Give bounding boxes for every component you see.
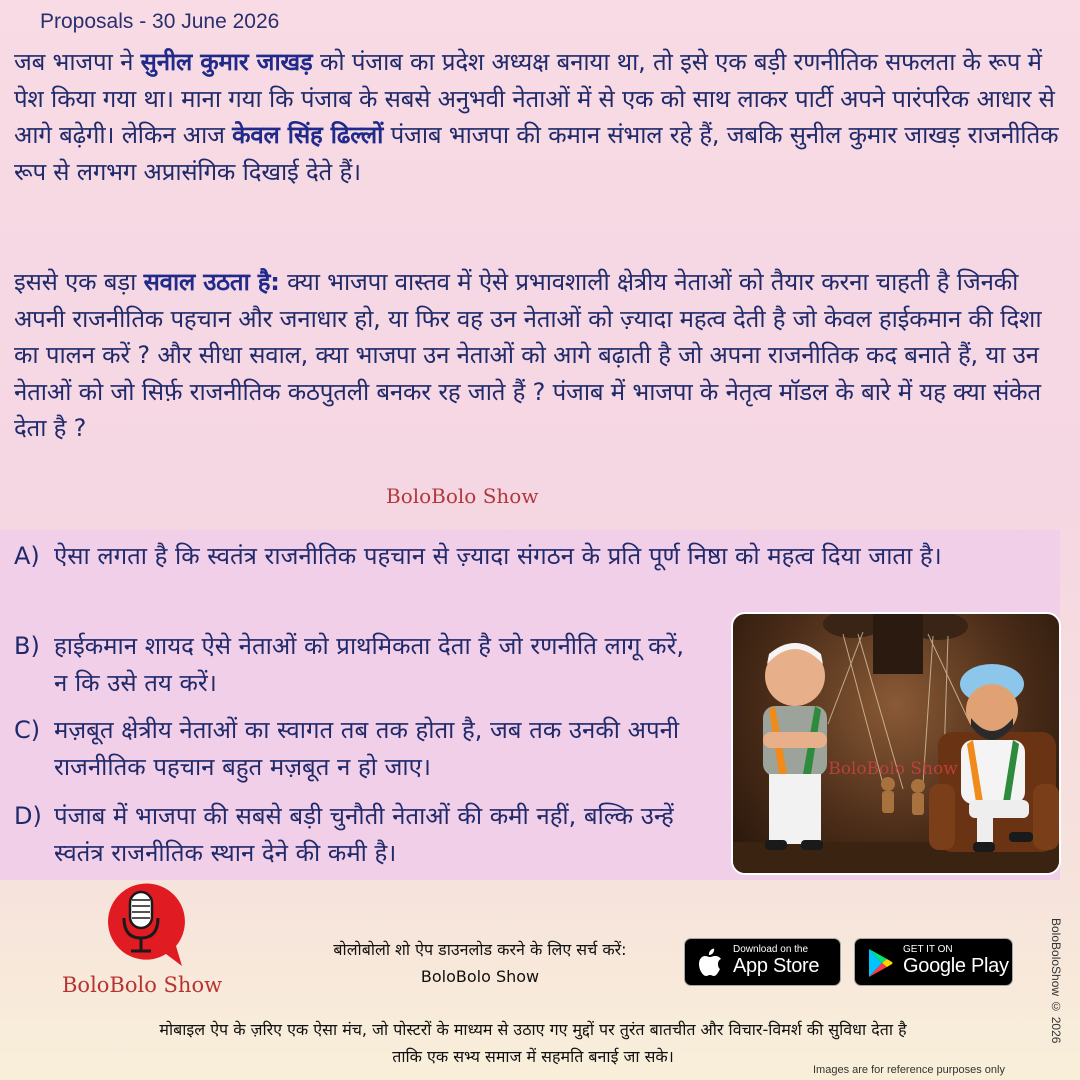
option-a[interactable] [14, 538, 1054, 575]
footer-tagline [20, 1016, 1046, 1070]
google-play-badge[interactable] [854, 938, 1013, 986]
highlight-question: सवाल उठता है: [143, 268, 280, 296]
option-text: हाईकमान शायद ऐसे नेताओं को प्राथमिकता देता है जो रणनीति लागू करें, न कि उसे तय करें। [54, 632, 685, 697]
download-line-1: बोलोबोलो शो ऐप डाउनलोड करने के लिए सर्च करें: [333, 940, 627, 959]
intro-paragraph-2: इससे एक बड़ा सवाल उठता है: क्या भाजपा वास्तव में ऐसे प्रभावशाली क्षेत्रीय नेताओं को तैयार करना चाहती है जिनकी अपनी राजनीतिक पहचान और जनाधार हो, या फिर वह उन नेताओं को ज़्यादा महत्व देती है जो केवल हाईकमान की दिशा का पालन करें ? और सीधा सवाल, क्या भाजपा उन नेताओं को आगे बढ़ाती है जो अपना राजनीतिक कद बनाते हैं, या उन नेताओं को जो सिर्फ़ राजनीतिक कठपुतली बनकर रह जाते हैं ? पंजाब में भाजपा के नेतृत्व मॉडल के बारे में यह क्या संकेत देता है ? [14, 268, 1042, 442]
app-store-label: App Store [733, 955, 820, 977]
microphone-logo-icon [96, 878, 186, 968]
option-d[interactable] [14, 798, 714, 872]
highlight-name-dhillon: केवल सिंह ढिल्लों [232, 121, 384, 149]
option-text: मज़बूत क्षेत्रीय नेताओं का स्वागत तब तक होता है, जब तक उनकी अपनी राजनीतिक पहचान बहुत मज़बूत न हो जाए। [54, 716, 680, 781]
google-play-icon [867, 948, 893, 978]
highlight-name-jakhar: सुनील कुमार जाखड़ [140, 48, 313, 76]
app-store-badge[interactable] [684, 938, 841, 986]
intro-paragraph-1: जब भाजपा ने सुनील कुमार जाखड़ को पंजाब का प्रदेश अध्यक्ष बनाया था, तो इसे एक बड़ी रणनीतिक सफलता के रूप में पेश किया गया था। माना गया कि पंजाब के सबसे अनुभवी नेताओं में से एक को साथ लाकर पार्टी अपने पारंपरिक आधार से आगे बढ़ेगी। लेकिन आज केवल सिंह ढिल्लों पंजाब भाजपा की कमान संभाल रहे हैं, जबकि सुनील कुमार जाखड़ राजनीतिक रूप से लगभग अप्रासंगिक दिखाई देते हैं। [14, 48, 1059, 186]
option-text: पंजाब में भाजपा की सबसे बड़ी चुनौती नेताओं की कमी नहीं, बल्कि उन्हें स्वतंत्र राजनीतिक स्थान देने की कमी है। [54, 802, 674, 867]
option-letter: D) [14, 802, 42, 830]
option-b[interactable] [14, 628, 694, 702]
image-disclaimer: Images are for reference purposes only [813, 1064, 1005, 1076]
option-letter: B) [14, 632, 40, 660]
illustration-watermark: BoloBolo Show [828, 759, 958, 779]
brand-name: BoloBolo Show [62, 973, 223, 997]
brand-watermark: BoloBolo Show [386, 484, 539, 508]
copyright-notice: BoloBoloShow © 2026 [1049, 918, 1063, 1044]
download-instructions [262, 936, 698, 990]
caricature-illustration [731, 612, 1061, 875]
option-c[interactable] [14, 712, 714, 786]
option-text: ऐसा लगता है कि स्वतंत्र राजनीतिक पहचान से ज़्यादा संगठन के प्रति पूर्ण निष्ठा को महत्व दिया जाता है। [54, 542, 942, 570]
google-play-label: Google Play [903, 955, 1009, 977]
date-label: Proposals - 30 June 2026 [40, 10, 280, 33]
app-store-small-label: Download on the [733, 944, 809, 955]
option-letter: C) [14, 716, 41, 744]
footer-line-1: मोबाइल ऐप के ज़रिए एक ऐसा मंच, जो पोस्टरों के माध्यम से उठाए गए मुद्दों पर तुरंत बातचीत और विचार-विमर्श की सुविधा देता है [159, 1020, 907, 1039]
google-play-small-label: GET IT ON [903, 944, 953, 955]
apple-icon [697, 948, 723, 978]
footer-line-2: ताकि एक सभ्य समाज में सहमति बनाई जा सके। [392, 1047, 674, 1066]
download-line-2: BoloBolo Show [420, 967, 540, 986]
option-letter: A) [14, 542, 40, 570]
